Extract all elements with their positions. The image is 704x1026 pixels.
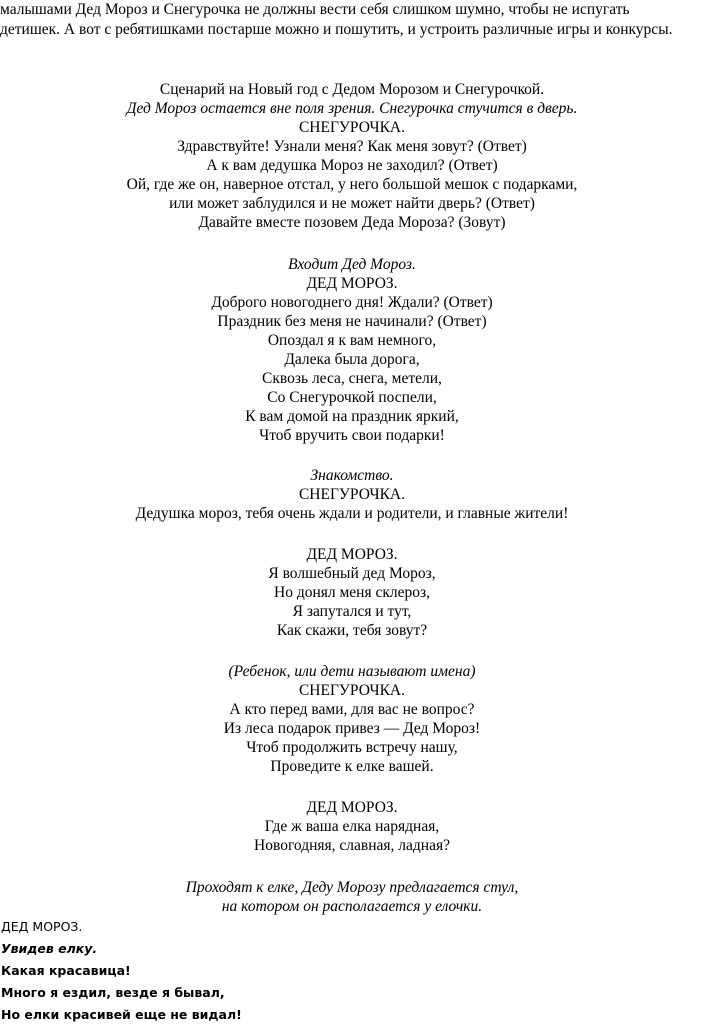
dialogue-line: Праздник без меня не начинали? (Ответ) — [217, 313, 487, 330]
dialogue-line: Новогодняя, славная, ладная? — [254, 837, 450, 854]
stage-direction: Проходят к елке, Деду Морозу предлагается стул, — [185, 879, 519, 896]
dialogue-line: Чтоб продолжить встречу нашу, — [246, 739, 458, 756]
script-section-3 — [0, 466, 704, 523]
speaker-name: СНЕГУРОЧКА. — [298, 119, 406, 136]
dialogue-line: Какая красавица! — [1, 963, 131, 978]
dialogue-line: К вам домой на праздник яркий, — [245, 408, 459, 425]
speaker-name: ДЕД МОРОЗ. — [306, 799, 398, 816]
dialogue-line: Далека была дорога, — [284, 351, 420, 368]
script-section-6 — [0, 798, 704, 855]
dialogue-line: Со Снегурочкой поспели, — [267, 389, 437, 406]
intro-line: малышами Дед Мороз и Снегурочка не должны вести себя слишком шумно, чтобы не испугать — [0, 1, 630, 18]
speaker-name: ДЕД МОРОЗ. — [1, 919, 83, 934]
dialogue-line: А к вам дедушка Мороз не заходил? (Ответ) — [206, 157, 498, 174]
dialogue-line: Проведите к елке вашей. — [270, 758, 434, 775]
dialogue-line: Опоздал я к вам немного, — [267, 332, 437, 349]
dialogue-line: или может заблудился и не может найти дверь? (Ответ) — [169, 195, 535, 212]
dialogue-line: А кто перед вами, для вас не вопрос? — [229, 701, 475, 718]
dialogue-line: Где ж ваша елка нарядная, — [264, 818, 440, 835]
dialogue-line: Здравствуйте! Узнали меня? Как меня зовут? (Ответ) — [177, 138, 527, 155]
stage-direction: Входит Дед Мороз. — [288, 256, 416, 273]
dialogue-line: Ой, где же он, наверное отстал, у него большой мешок с подарками, — [126, 176, 578, 193]
dialogue-line: Доброго новогоднего дня! Ждали? (Ответ) — [211, 294, 493, 311]
script-section-1 — [0, 80, 704, 232]
script-section-7 — [0, 878, 704, 916]
stage-direction: (Ребенок, или дети называют имена) — [228, 663, 476, 680]
dialogue-line: Из леса подарок привез — Дед Мороз! — [223, 720, 481, 737]
dialogue-line: Я волшебный дед Мороз, — [268, 565, 436, 582]
intro-paragraph — [0, 0, 704, 40]
stage-direction: Дед Мороз остается вне поля зрения. Снегурочка стучится в дверь. — [126, 100, 578, 117]
speaker-name: ДЕД МОРОЗ. — [306, 546, 398, 563]
stage-direction: Увидев елку. — [1, 941, 98, 956]
speaker-name: СНЕГУРОЧКА. — [298, 486, 406, 503]
script-title: Сценарий на Новый год с Дедом Морозом и Снегурочкой. — [159, 81, 545, 98]
dialogue-line: Но донял меня склероз, — [274, 584, 430, 601]
script-section-2 — [0, 255, 704, 445]
dialogue-line: Сквозь леса, снега, метели, — [262, 370, 442, 387]
script-section-5 — [0, 662, 704, 776]
stage-direction: Знакомство. — [310, 467, 394, 484]
dialogue-line: Давайте вместе позовем Деда Мороза? (Зовут) — [198, 214, 506, 231]
script-tail — [1, 916, 701, 1026]
speaker-name: ДЕД МОРОЗ. — [306, 275, 398, 292]
dialogue-line: Как скажи, тебя зовут? — [276, 622, 428, 639]
stage-direction: на котором он располагается у елочки. — [221, 898, 483, 915]
dialogue-line: Но елки красивей еще не видал! — [1, 1007, 242, 1022]
dialogue-line: Много я ездил, везде я бывал, — [1, 985, 225, 1000]
script-section-4 — [0, 545, 704, 640]
dialogue-line: Чтоб вручить свои подарки! — [259, 427, 445, 444]
speaker-name: СНЕГУРОЧКА. — [298, 682, 406, 699]
dialogue-line: Дедушка мороз, тебя очень ждали и родители, и главные жители! — [135, 505, 569, 522]
dialogue-line: Я запутался и тут, — [292, 603, 412, 620]
intro-line: детишек. А вот с ребятишками постарше можно и пошутить, и устроить различные игры и конкурсы. — [0, 21, 673, 38]
